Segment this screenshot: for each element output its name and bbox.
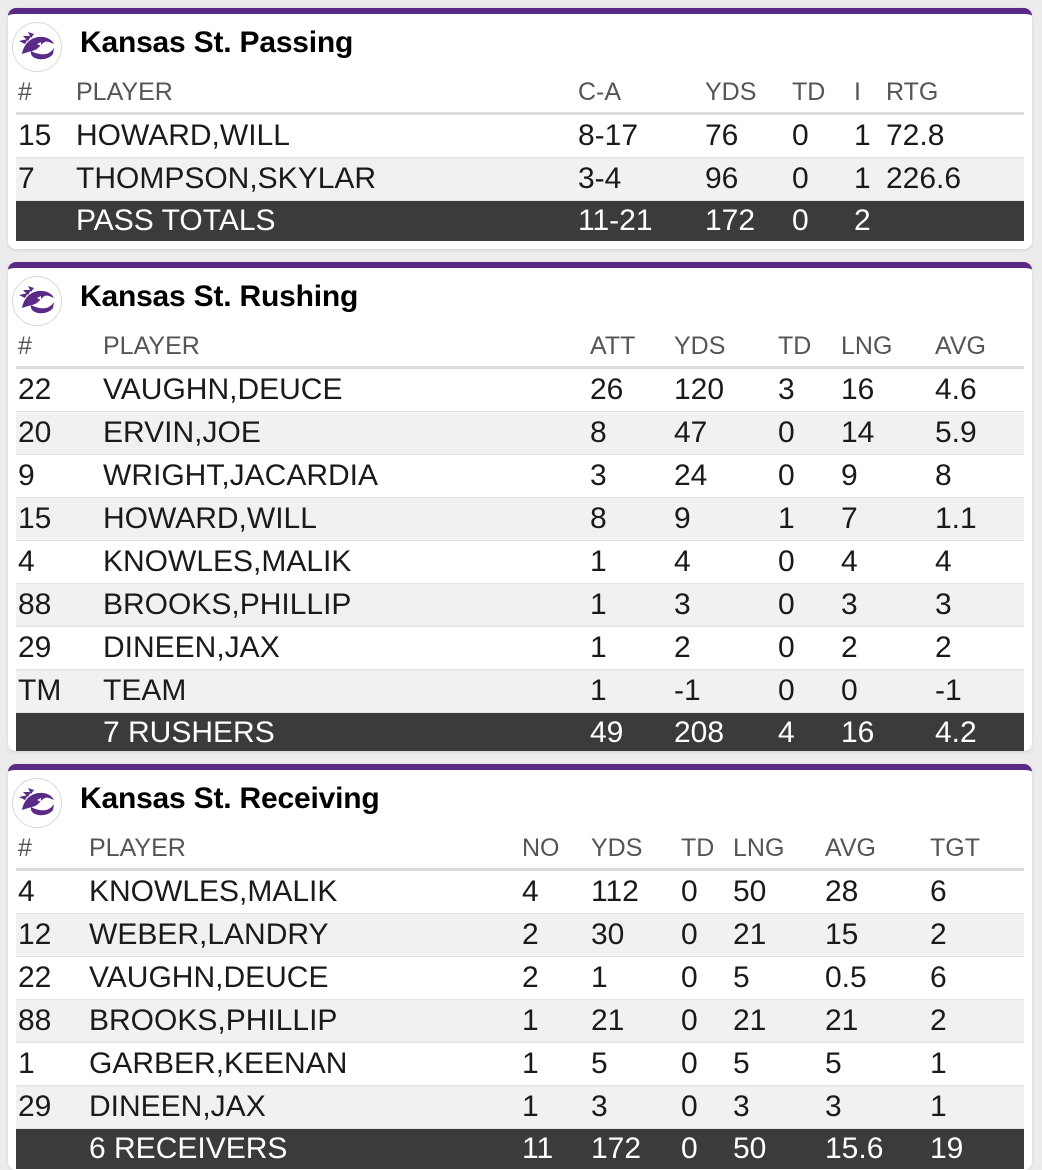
player-name[interactable]: HOWARD,WILL bbox=[103, 498, 590, 541]
stat-cell: 5 bbox=[733, 1043, 825, 1086]
stat-cell: 21 bbox=[825, 1000, 930, 1043]
stat-cell: 24 bbox=[674, 455, 778, 498]
stat-cell: 5 bbox=[733, 957, 825, 1000]
stat-cell: 9 bbox=[841, 455, 935, 498]
totals-row bbox=[16, 1129, 1024, 1170]
stat-cell: 1 bbox=[854, 114, 886, 158]
stat-cell: 1 bbox=[854, 158, 886, 201]
passing-title: Kansas St. Passing bbox=[80, 26, 354, 59]
col-completions-attempts[interactable]: C-A bbox=[578, 72, 705, 114]
rushing-title: Kansas St. Rushing bbox=[80, 280, 359, 313]
player-name[interactable]: KNOWLES,MALIK bbox=[89, 870, 522, 914]
col-attempts[interactable]: ATT bbox=[590, 326, 674, 368]
total-cell: 0 bbox=[681, 1129, 733, 1170]
receiving-header bbox=[8, 770, 1032, 828]
jersey-number: 4 bbox=[16, 870, 89, 914]
player-name[interactable]: VAUGHN,DEUCE bbox=[103, 368, 590, 412]
stat-cell: 1 bbox=[591, 957, 681, 1000]
total-cell: 4 bbox=[778, 713, 841, 752]
stat-cell: 3 bbox=[825, 1086, 930, 1129]
col-long[interactable]: LNG bbox=[733, 828, 825, 870]
rushing-header bbox=[8, 268, 1032, 326]
totals-row bbox=[16, 201, 1024, 242]
stat-cell: 21 bbox=[733, 1000, 825, 1043]
stat-cell: 4.6 bbox=[935, 368, 1024, 412]
stat-cell: 6 bbox=[930, 870, 1024, 914]
jersey-number: 1 bbox=[16, 1043, 89, 1086]
totals-label: 6 RECEIVERS bbox=[89, 1129, 522, 1170]
col-targets[interactable]: TGT bbox=[930, 828, 1024, 870]
stat-cell: 0 bbox=[841, 670, 935, 713]
player-name[interactable]: BROOKS,PHILLIP bbox=[103, 584, 590, 627]
stat-cell: 2 bbox=[674, 627, 778, 670]
stat-cell: 8-17 bbox=[578, 114, 705, 158]
stat-cell: 4 bbox=[522, 870, 591, 914]
table-row[interactable] bbox=[16, 114, 1024, 158]
total-cell: 19 bbox=[930, 1129, 1024, 1170]
stat-cell: 0 bbox=[681, 1086, 733, 1129]
jersey-number: 88 bbox=[16, 584, 103, 627]
total-cell: 11 bbox=[522, 1129, 591, 1170]
col-yards[interactable]: YDS bbox=[591, 828, 681, 870]
total-cell: 2 bbox=[854, 201, 886, 242]
totals-number bbox=[16, 713, 103, 752]
col-jersey-number[interactable]: # bbox=[16, 828, 89, 870]
stat-cell: 8 bbox=[590, 412, 674, 455]
stat-cell: 3 bbox=[841, 584, 935, 627]
stat-cell: 26 bbox=[590, 368, 674, 412]
stat-cell: 6 bbox=[930, 957, 1024, 1000]
stat-cell: 30 bbox=[591, 914, 681, 957]
stat-cell: 0 bbox=[778, 627, 841, 670]
col-yards[interactable]: YDS bbox=[705, 72, 792, 114]
passing-header bbox=[8, 14, 1032, 72]
col-average[interactable]: AVG bbox=[935, 326, 1024, 368]
player-name[interactable]: BROOKS,PHILLIP bbox=[89, 1000, 522, 1043]
stat-cell: 0 bbox=[681, 914, 733, 957]
stat-cell: 47 bbox=[674, 412, 778, 455]
jersey-number: 20 bbox=[16, 412, 103, 455]
kansas-state-wildcat-logo-icon bbox=[12, 276, 62, 326]
table-row[interactable] bbox=[16, 914, 1024, 957]
stat-cell: 2 bbox=[522, 957, 591, 1000]
col-player[interactable]: PLAYER bbox=[76, 72, 578, 114]
stat-cell: 1 bbox=[590, 541, 674, 584]
total-cell: 15.6 bbox=[825, 1129, 930, 1170]
jersey-number: 9 bbox=[16, 455, 103, 498]
stat-cell: 1.1 bbox=[935, 498, 1024, 541]
stat-cell: 0 bbox=[778, 541, 841, 584]
table-row[interactable] bbox=[16, 957, 1024, 1000]
total-cell: 4.2 bbox=[935, 713, 1024, 752]
stat-cell: 1 bbox=[522, 1086, 591, 1129]
table-row[interactable] bbox=[16, 870, 1024, 914]
stat-cell: 28 bbox=[825, 870, 930, 914]
stat-cell: 1 bbox=[930, 1043, 1024, 1086]
col-jersey-number[interactable]: # bbox=[16, 72, 76, 114]
totals-number bbox=[16, 201, 76, 242]
stat-cell: 4 bbox=[935, 541, 1024, 584]
jersey-number: 88 bbox=[16, 1000, 89, 1043]
stat-cell: 0 bbox=[778, 412, 841, 455]
col-player[interactable]: PLAYER bbox=[89, 828, 522, 870]
jersey-number: 12 bbox=[16, 914, 89, 957]
passing-header-row bbox=[16, 72, 1024, 114]
stat-cell: 76 bbox=[705, 114, 792, 158]
col-touchdowns[interactable]: TD bbox=[681, 828, 733, 870]
jersey-number: 7 bbox=[16, 158, 76, 201]
col-average[interactable]: AVG bbox=[825, 828, 930, 870]
rushing-table bbox=[16, 326, 1024, 751]
stat-cell: 50 bbox=[733, 870, 825, 914]
stat-cell: 0 bbox=[681, 1000, 733, 1043]
stat-cell: 8 bbox=[590, 498, 674, 541]
jersey-number: TM bbox=[16, 670, 103, 713]
stat-cell: -1 bbox=[935, 670, 1024, 713]
total-cell: 16 bbox=[841, 713, 935, 752]
total-cell: 208 bbox=[674, 713, 778, 752]
stat-cell: 0 bbox=[681, 870, 733, 914]
stat-cell: 9 bbox=[674, 498, 778, 541]
stat-cell: 0 bbox=[792, 114, 854, 158]
passing-card bbox=[8, 8, 1032, 249]
stat-cell: 2 bbox=[841, 627, 935, 670]
receiving-card bbox=[8, 764, 1032, 1170]
rushing-card bbox=[8, 262, 1032, 751]
table-row[interactable] bbox=[16, 627, 1024, 670]
stat-cell: 1 bbox=[590, 670, 674, 713]
stat-cell: 2 bbox=[930, 914, 1024, 957]
stat-cell: 3 bbox=[591, 1086, 681, 1129]
stat-cell: 1 bbox=[930, 1086, 1024, 1129]
kansas-state-wildcat-logo-icon bbox=[12, 778, 62, 828]
col-long[interactable]: LNG bbox=[841, 326, 935, 368]
passing-table bbox=[16, 72, 1024, 241]
rushing-header-row bbox=[16, 326, 1024, 368]
player-name[interactable]: TEAM bbox=[103, 670, 590, 713]
jersey-number: 29 bbox=[16, 1086, 89, 1129]
jersey-number: 4 bbox=[16, 541, 103, 584]
total-cell: 0 bbox=[792, 201, 854, 242]
stat-cell: 21 bbox=[733, 914, 825, 957]
total-cell: 172 bbox=[705, 201, 792, 242]
stat-cell: 1 bbox=[590, 627, 674, 670]
jersey-number: 15 bbox=[16, 114, 76, 158]
col-touchdowns[interactable]: TD bbox=[792, 72, 854, 114]
stat-cell: 1 bbox=[590, 584, 674, 627]
player-name[interactable]: GARBER,KEENAN bbox=[89, 1043, 522, 1086]
stat-cell: 0 bbox=[792, 158, 854, 201]
col-player[interactable]: PLAYER bbox=[103, 326, 590, 368]
total-cell bbox=[886, 201, 1024, 242]
player-name[interactable]: HOWARD,WILL bbox=[76, 114, 578, 158]
table-row[interactable] bbox=[16, 368, 1024, 412]
col-jersey-number[interactable]: # bbox=[16, 326, 103, 368]
stat-cell: 2 bbox=[522, 914, 591, 957]
col-interceptions[interactable]: I bbox=[854, 72, 886, 114]
jersey-number: 15 bbox=[16, 498, 103, 541]
stat-cell: 1 bbox=[778, 498, 841, 541]
table-row[interactable] bbox=[16, 1086, 1024, 1129]
totals-label: PASS TOTALS bbox=[76, 201, 578, 242]
stat-cell: 8 bbox=[935, 455, 1024, 498]
stat-cell: 7 bbox=[841, 498, 935, 541]
table-row[interactable] bbox=[16, 541, 1024, 584]
totals-label: 7 RUSHERS bbox=[103, 713, 590, 752]
stat-cell: 1 bbox=[522, 1000, 591, 1043]
jersey-number: 22 bbox=[16, 957, 89, 1000]
table-row[interactable] bbox=[16, 158, 1024, 201]
total-cell: 11-21 bbox=[578, 201, 705, 242]
table-row[interactable] bbox=[16, 498, 1024, 541]
player-name[interactable]: KNOWLES,MALIK bbox=[103, 541, 590, 584]
stat-cell: 4 bbox=[841, 541, 935, 584]
stat-cell: 0.5 bbox=[825, 957, 930, 1000]
player-name[interactable]: DINEEN,JAX bbox=[103, 627, 590, 670]
kansas-state-wildcat-logo-icon bbox=[12, 22, 62, 72]
jersey-number: 29 bbox=[16, 627, 103, 670]
player-name[interactable]: VAUGHN,DEUCE bbox=[89, 957, 522, 1000]
stat-cell: 0 bbox=[778, 455, 841, 498]
receiving-table bbox=[16, 828, 1024, 1169]
player-name[interactable]: WRIGHT,JACARDIA bbox=[103, 455, 590, 498]
table-row[interactable] bbox=[16, 455, 1024, 498]
stat-cell: 0 bbox=[681, 1043, 733, 1086]
stat-cell: 3-4 bbox=[578, 158, 705, 201]
total-cell: 50 bbox=[733, 1129, 825, 1170]
receiving-header-row bbox=[16, 828, 1024, 870]
stat-cell: 5.9 bbox=[935, 412, 1024, 455]
player-name[interactable]: THOMPSON,SKYLAR bbox=[76, 158, 578, 201]
stat-cell: 3 bbox=[778, 368, 841, 412]
stat-cell: 2 bbox=[935, 627, 1024, 670]
stat-cell: 3 bbox=[590, 455, 674, 498]
player-name[interactable]: DINEEN,JAX bbox=[89, 1086, 522, 1129]
stat-cell: 5 bbox=[591, 1043, 681, 1086]
table-row[interactable] bbox=[16, 584, 1024, 627]
col-rating[interactable]: RTG bbox=[886, 72, 1024, 114]
jersey-number: 22 bbox=[16, 368, 103, 412]
col-touchdowns[interactable]: TD bbox=[778, 326, 841, 368]
total-cell: 172 bbox=[591, 1129, 681, 1170]
stat-cell: 4 bbox=[674, 541, 778, 584]
stat-cell: 16 bbox=[841, 368, 935, 412]
col-yards[interactable]: YDS bbox=[674, 326, 778, 368]
table-row[interactable] bbox=[16, 1043, 1024, 1086]
stat-cell: 226.6 bbox=[886, 158, 1024, 201]
totals-number bbox=[16, 1129, 89, 1170]
stat-cell: 3 bbox=[935, 584, 1024, 627]
player-name[interactable]: WEBER,LANDRY bbox=[89, 914, 522, 957]
stat-cell: 0 bbox=[778, 670, 841, 713]
stat-cell: 112 bbox=[591, 870, 681, 914]
totals-row bbox=[16, 713, 1024, 752]
total-cell: 49 bbox=[590, 713, 674, 752]
stat-cell: 3 bbox=[674, 584, 778, 627]
table-row[interactable] bbox=[16, 412, 1024, 455]
stat-cell: 72.8 bbox=[886, 114, 1024, 158]
table-row[interactable] bbox=[16, 1000, 1024, 1043]
stat-cell: 0 bbox=[681, 957, 733, 1000]
stat-cell: 1 bbox=[522, 1043, 591, 1086]
stat-cell: 2 bbox=[930, 1000, 1024, 1043]
stat-cell: 0 bbox=[778, 584, 841, 627]
receiving-title: Kansas St. Receiving bbox=[80, 782, 380, 815]
stat-cell: 15 bbox=[825, 914, 930, 957]
stat-cell: 120 bbox=[674, 368, 778, 412]
stat-cell: 21 bbox=[591, 1000, 681, 1043]
player-name[interactable]: ERVIN,JOE bbox=[103, 412, 590, 455]
table-row[interactable] bbox=[16, 670, 1024, 713]
col-receptions[interactable]: NO bbox=[522, 828, 591, 870]
stat-cell: 96 bbox=[705, 158, 792, 201]
stat-cell: -1 bbox=[674, 670, 778, 713]
stat-cell: 5 bbox=[825, 1043, 930, 1086]
stat-cell: 14 bbox=[841, 412, 935, 455]
stat-cell: 3 bbox=[733, 1086, 825, 1129]
